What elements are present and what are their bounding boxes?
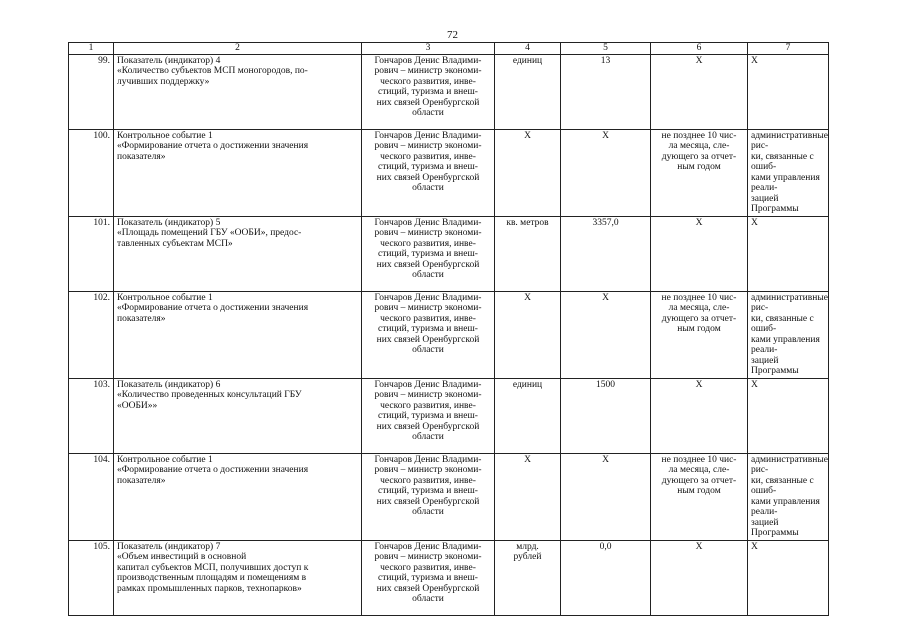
row-value: X (561, 291, 651, 378)
row-term: не позднее 10 чис- ла месяца, сле- дующего за отчет- ным годом (651, 453, 748, 540)
column-header: 3 (362, 43, 495, 55)
row-number: 103. (69, 378, 114, 453)
table-row (69, 540, 829, 615)
row-responsible: Гончаров Денис Владими- рович – министр экономи- ческого развития, инве- стиций, туризма и внеш- них связей Оренбургской области (362, 540, 495, 615)
row-term: X (651, 378, 748, 453)
row-unit: X (495, 291, 561, 378)
row-responsible: Гончаров Денис Владими- рович – министр экономи- ческого развития, инве- стиций, туризма и внеш- них связей Оренбургской области (362, 54, 495, 129)
column-header: 2 (114, 43, 362, 55)
table-row (69, 291, 829, 378)
column-header: 6 (651, 43, 748, 55)
row-risk: административные рис- ки, связанные с ошиб- ками управления реали- зацией Программы (748, 291, 829, 378)
row-responsible: Гончаров Денис Владими- рович – министр экономи- ческого развития, инве- стиций, туризма и внеш- них связей Оренбургской области (362, 378, 495, 453)
column-header: 4 (495, 43, 561, 55)
row-name: Контрольное событие 1 «Формирование отчета о достижении значения показателя» (114, 291, 362, 378)
row-unit: единиц (495, 54, 561, 129)
header-row (69, 43, 829, 55)
row-number: 101. (69, 216, 114, 291)
row-risk: X (748, 540, 829, 615)
table-row (69, 129, 829, 216)
table-row (69, 216, 829, 291)
row-responsible: Гончаров Денис Владими- рович – министр экономи- ческого развития, инве- стиций, туризма и внеш- них связей Оренбургской области (362, 216, 495, 291)
row-value: 0,0 (561, 540, 651, 615)
row-value: 13 (561, 54, 651, 129)
table-row (69, 378, 829, 453)
program-table (68, 42, 829, 616)
table-row (69, 54, 829, 129)
row-value: 3357,0 (561, 216, 651, 291)
row-number: 102. (69, 291, 114, 378)
row-name: Показатель (индикатор) 6 «Количество проведенных консультаций ГБУ «ООБИ»» (114, 378, 362, 453)
row-unit: единиц (495, 378, 561, 453)
row-term: X (651, 54, 748, 129)
row-number: 99. (69, 54, 114, 129)
row-unit: X (495, 453, 561, 540)
column-header: 5 (561, 43, 651, 55)
row-name: Показатель (индикатор) 5 «Площадь помещений ГБУ «ООБИ», предос- тавленных субъектам МСП» (114, 216, 362, 291)
row-responsible: Гончаров Денис Владими- рович – министр экономи- ческого развития, инве- стиций, туризма и внеш- них связей Оренбургской области (362, 291, 495, 378)
row-risk: административные рис- ки, связанные с ошиб- ками управления реали- зацией Программы (748, 453, 829, 540)
row-term: X (651, 540, 748, 615)
row-value: X (561, 453, 651, 540)
row-number: 104. (69, 453, 114, 540)
row-responsible: Гончаров Денис Владими- рович – министр экономи- ческого развития, инве- стиций, туризма и внеш- них связей Оренбургской области (362, 129, 495, 216)
row-risk: X (748, 54, 829, 129)
row-number: 105. (69, 540, 114, 615)
row-term: не позднее 10 чис- ла месяца, сле- дующего за отчет- ным годом (651, 129, 748, 216)
row-name: Контрольное событие 1 «Формирование отчета о достижении значения показателя» (114, 129, 362, 216)
column-header: 1 (69, 43, 114, 55)
row-risk: X (748, 378, 829, 453)
row-risk: административные рис- ки, связанные с ошиб- ками управления реали- зацией Программы (748, 129, 829, 216)
row-number: 100. (69, 129, 114, 216)
column-header: 7 (748, 43, 829, 55)
row-name: Показатель (индикатор) 7 «Объем инвестиций в основной капитал субъектов МСП, получивших доступ к производственным площадям и помещениям в рамках промышленных парков, технопарков» (114, 540, 362, 615)
row-name: Показатель (индикатор) 4 «Количество субъектов МСП моногородов, по- лучивших поддержку» (114, 54, 362, 129)
row-unit: X (495, 129, 561, 216)
row-value: 1500 (561, 378, 651, 453)
row-risk: X (748, 216, 829, 291)
table-row (69, 453, 829, 540)
row-responsible: Гончаров Денис Владими- рович – министр экономи- ческого развития, инве- стиций, туризма и внеш- них связей Оренбургской области (362, 453, 495, 540)
page-number: 72 (447, 29, 458, 41)
row-unit: млрд. рублей (495, 540, 561, 615)
row-term: X (651, 216, 748, 291)
row-value: X (561, 129, 651, 216)
row-term: не позднее 10 чис- ла месяца, сле- дующего за отчет- ным годом (651, 291, 748, 378)
row-name: Контрольное событие 1 «Формирование отчета о достижении значения показателя» (114, 453, 362, 540)
row-unit: кв. метров (495, 216, 561, 291)
